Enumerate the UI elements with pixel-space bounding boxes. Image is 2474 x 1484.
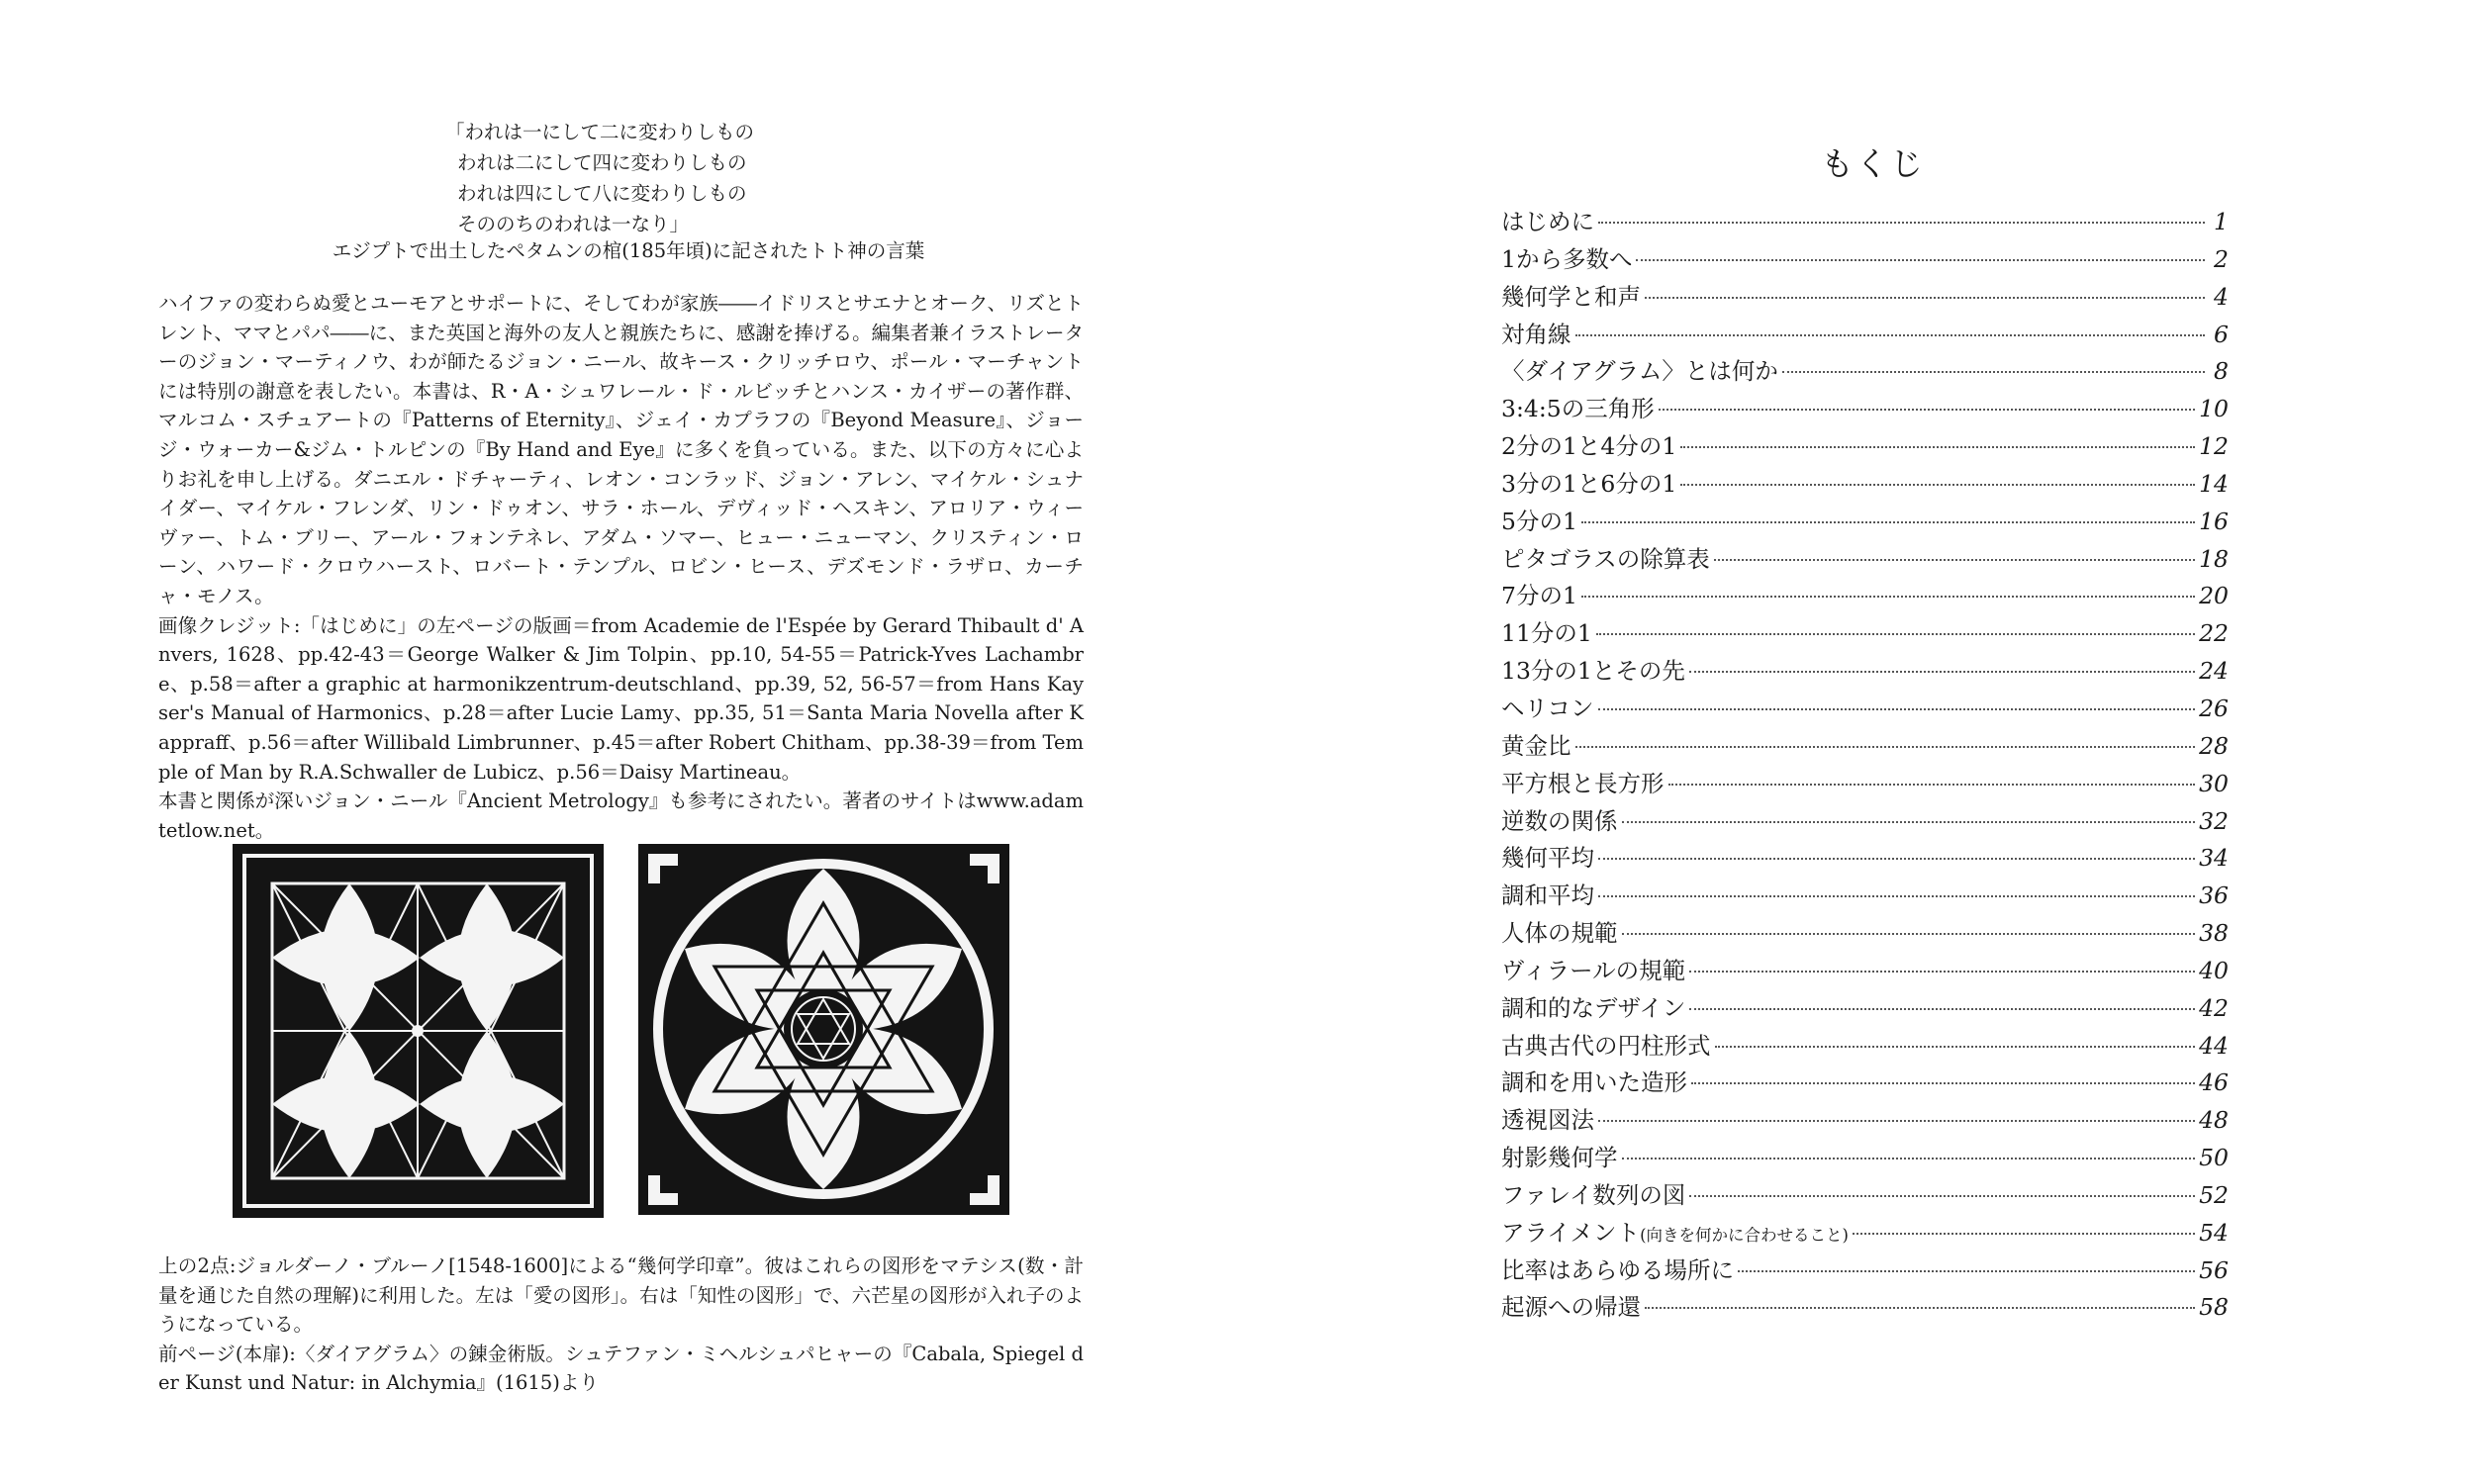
- toc-dot-leader: [1622, 933, 2196, 935]
- epigraph-line: われは二にして四に変わりしもの: [457, 151, 747, 174]
- toc-dot-leader: [1598, 1120, 2195, 1122]
- toc-entry-label: はじめに: [1501, 208, 1594, 235]
- figure-caption: [158, 1252, 1084, 1398]
- toc-entry-page-number: 1: [2214, 208, 2229, 235]
- toc-entry[interactable]: [1501, 1027, 2229, 1065]
- toc-entry-label: 射影幾何学: [1501, 1144, 1618, 1172]
- toc-dot-leader: [1714, 559, 2195, 561]
- toc-entry-label: ヴィラールの規範: [1501, 956, 1686, 984]
- toc-dot-leader: [1598, 708, 2196, 710]
- toc-entry[interactable]: [1501, 352, 2229, 390]
- toc-entry-page-number: 6: [2214, 320, 2229, 348]
- toc-entry-label: 13分の1とその先: [1501, 657, 1685, 686]
- toc-entry[interactable]: [1501, 203, 2229, 240]
- toc-entry[interactable]: [1501, 465, 2229, 503]
- toc-entry-label: 5分の1: [1501, 507, 1577, 535]
- toc-entry[interactable]: [1501, 577, 2229, 614]
- toc-dot-leader: [1853, 1233, 2195, 1235]
- toc-entry-page-number: 22: [2199, 619, 2229, 648]
- toc-entry[interactable]: [1501, 427, 2229, 465]
- toc-dot-leader: [1689, 971, 2195, 973]
- toc-entry-page-number: 38: [2199, 919, 2229, 948]
- toc-entry-label: 幾何学と和声: [1501, 282, 1641, 311]
- toc-entry-page-number: 52: [2199, 1180, 2229, 1209]
- toc-dot-leader: [1581, 596, 2195, 598]
- toc-entry-label: 古典古代の円柱形式: [1501, 1031, 1711, 1060]
- toc-dot-leader: [1645, 297, 2205, 299]
- toc-entry-label: 比率はあらゆる場所に: [1501, 1255, 1734, 1284]
- toc-dot-leader: [1738, 1270, 2195, 1272]
- toc-entry[interactable]: [1501, 540, 2229, 578]
- toc-entry-label: 3分の1と6分の1: [1501, 469, 1677, 498]
- toc-entry[interactable]: [1501, 316, 2229, 353]
- toc-entry-page-number: 48: [2199, 1106, 2229, 1135]
- figure-of-intellect: [638, 844, 1009, 1215]
- toc-entry-page-number: 44: [2199, 1031, 2229, 1060]
- epigraph-line: そののちのわれは一なり」: [457, 213, 690, 235]
- toc-entry-page-number: 30: [2199, 769, 2229, 797]
- toc-entry[interactable]: [1501, 278, 2229, 316]
- toc-entry-label: 1から多数へ: [1501, 244, 1633, 273]
- epigraph-line: 「われは一にして二に変わりしもの: [445, 121, 755, 143]
- figure-of-intellect-image: [638, 844, 1009, 1215]
- epigraph-source: エジプトで出土したペタムンの棺(185年頃)に記されたトト神の言葉: [332, 239, 925, 262]
- toc-dot-leader: [1575, 746, 2196, 748]
- toc-entry-page-number: 10: [2199, 395, 2229, 423]
- toc-entry[interactable]: [1501, 914, 2229, 952]
- toc-entry-label: ファレイ数列の図: [1501, 1180, 1686, 1209]
- toc-entry-label: 調和平均: [1501, 881, 1594, 910]
- toc-entry[interactable]: [1501, 1252, 2229, 1289]
- toc-dot-leader: [1680, 446, 2195, 448]
- toc-entry-page-number: 36: [2199, 881, 2229, 910]
- toc-dot-leader: [1680, 484, 2195, 486]
- toc-entry-page-number: 46: [2199, 1068, 2229, 1097]
- epigraph-line: われは四にして八に変わりしもの: [457, 182, 747, 205]
- toc-entry-page-number: 20: [2199, 582, 2229, 610]
- toc-title: もくじ: [1821, 144, 1925, 183]
- toc-entry-page-number: 40: [2199, 956, 2229, 984]
- toc-dot-leader: [1689, 1195, 2195, 1197]
- toc-entry-label: 起源への帰還: [1501, 1293, 1641, 1322]
- epigraph: [445, 117, 1039, 239]
- toc-entry-page-number: 34: [2199, 844, 2229, 873]
- toc-entry-page-number: 16: [2199, 507, 2229, 535]
- toc-dot-leader: [1622, 1158, 2196, 1159]
- toc-entry[interactable]: [1501, 839, 2229, 877]
- toc-dot-leader: [1668, 784, 2196, 786]
- toc-dot-leader: [1575, 334, 2206, 336]
- toc-dot-leader: [1689, 1008, 2195, 1010]
- toc-entry[interactable]: [1501, 503, 2229, 540]
- toc-entry[interactable]: [1501, 1176, 2229, 1214]
- toc-dot-leader: [1598, 222, 2205, 224]
- toc-dot-leader: [1581, 521, 2195, 523]
- toc-entry-page-number: 14: [2199, 469, 2229, 498]
- toc-entry-page-number: 50: [2199, 1144, 2229, 1172]
- toc-dot-leader: [1782, 371, 2205, 373]
- toc-entry-page-number: 26: [2199, 694, 2229, 722]
- toc-entry-note: (向きを何かに合わせること): [1640, 1225, 1849, 1245]
- toc-entry-label: 逆数の関係: [1501, 806, 1618, 835]
- toc-dot-leader: [1659, 409, 2195, 411]
- toc-entry-label: 調和を用いた造形: [1501, 1068, 1687, 1097]
- toc-entry-label: 対角線: [1501, 320, 1571, 348]
- toc-entry[interactable]: [1501, 802, 2229, 840]
- toc-entry-label: ピタゴラスの除算表: [1501, 544, 1710, 573]
- toc-dot-leader: [1691, 1082, 2195, 1084]
- toc-entry[interactable]: [1501, 765, 2229, 802]
- toc-entry[interactable]: [1501, 989, 2229, 1027]
- figure-of-love-image: [233, 844, 604, 1218]
- toc-entry[interactable]: [1501, 1288, 2229, 1326]
- toc-entry-label: 2分の1と4分の1: [1501, 432, 1677, 461]
- frontispiece-caption-paragraph: 前ページ(本扉):〈ダイアグラム〉の錬金術版。シュテファン・ミヘルシュパヒャーの『Cabala, Spiegel der Kunst und Natur: in Alchymia』(1615)より: [158, 1342, 1084, 1395]
- toc-entry[interactable]: [1501, 240, 2229, 278]
- toc-entry-label: 〈ダイアグラム〉とは何か: [1501, 357, 1778, 386]
- image-credits-paragraph: 画像クレジット:「はじめに」の左ページの版画＝from Academie de l'Espée by Gerard Thibault d' Anvers, 1628、pp.42-43＝George Walker & Jim Tolpin、pp.10, 54-55＝Patrick-Yves Lachambre、p.58＝after a graphic at harmonikzentrum-deutschland、pp.39, 52, 56-57＝from Hans Kayser's Manual of Harmonics、p.28＝after Lucie Lamy、pp.35, 51＝Santa Maria Novella after Kappraff、p.56＝after Willibald Limbrunner、p.45＝after Robert Chitham、pp.38-39＝from Temple of Man by R.A.Schwaller de Lubicz、p.56＝Daisy Martineau。: [158, 613, 1084, 784]
- toc-entry[interactable]: [1501, 877, 2229, 914]
- toc-entry-page-number: 12: [2199, 432, 2229, 461]
- toc-entry-page-number: 42: [2199, 993, 2229, 1022]
- toc-entry-label: 調和的なデザイン: [1501, 993, 1686, 1022]
- toc-entry[interactable]: [1501, 390, 2229, 427]
- toc-entry-label: 7分の1: [1501, 582, 1577, 610]
- caption-paragraph: 上の2点:ジョルダーノ・ブルーノ[1548-1600]による“幾何学印章”。彼はこれらの図形をマテシス(数・計量を通じた自然の理解)に利用した。左は「愛の図形」。右は「知性の図形」で、六芒星の図形が入れ子のようになっている。: [158, 1254, 1084, 1337]
- toc-entry-label: アライメント: [1501, 1218, 1641, 1247]
- toc-entry-page-number: 18: [2199, 544, 2229, 573]
- toc-entry-page-number: 8: [2214, 357, 2229, 386]
- toc-entry-label: 透視図法: [1501, 1106, 1594, 1135]
- toc-entry-page-number: 32: [2199, 806, 2229, 835]
- toc-entry[interactable]: [1501, 614, 2229, 652]
- toc-entry-label: 黄金比: [1501, 731, 1571, 760]
- toc-dot-leader: [1622, 821, 2196, 823]
- toc-entry-page-number: 2: [2214, 244, 2229, 273]
- toc-entry[interactable]: [1501, 727, 2229, 765]
- toc-entry-label: 幾何平均: [1501, 844, 1594, 873]
- toc-entry[interactable]: [1501, 1101, 2229, 1139]
- table-of-contents: [1501, 203, 2229, 1326]
- toc-entry[interactable]: [1501, 652, 2229, 690]
- toc-entry-page-number: 54: [2199, 1218, 2229, 1247]
- toc-entry-page-number: 28: [2199, 731, 2229, 760]
- toc-dot-leader: [1636, 259, 2205, 261]
- toc-dot-leader: [1598, 895, 2195, 897]
- toc-entry[interactable]: [1501, 1064, 2229, 1101]
- toc-dot-leader: [1715, 1046, 2196, 1048]
- toc-entry-label: 人体の規範: [1501, 919, 1618, 948]
- toc-entry-page-number: 58: [2199, 1293, 2229, 1322]
- figure-of-love: [233, 844, 604, 1218]
- toc-entry[interactable]: [1501, 690, 2229, 727]
- acknowledgements-paragraph: ハイファの変わらぬ愛とユーモアとサポートに、そしてわが家族――イドリスとサエナとオーク、リズとトレント、ママとパパ――に、また英国と海外の友人と親族たちに、感謝を捧げる。編集者兼イラストレーターのジョン・マーティノウ、わが師たるジョン・ニール、故キース・クリッチロウ、ポール・マーチャントには特別の謝意を表したい。本書は、R・A・シュワレール・ド・ルビッチとハンス・カイザーの著作群、マルコム・スチュアートの『Patterns of Eternity』、ジェイ・カプラフの『Beyond Measure』、ジョージ・ウォーカー&ジム・トルピンの『By Hand and Eye』に多くを負っている。また、以下の方々に心よりお礼を申し上げる。ダニエル・ドチャーティ、レオン・コンラッド、ジョン・アレン、マイケル・シュナイダー、マイケル・フレンダ、リン・ドゥオン、サラ・ホール、デヴィッド・ヘスキン、アロリア・ウィーヴァー、トム・ブリー、アール・フォンテネレ、アダム・ソマー、ヒュー・ニューマン、クリスティン・ローン、ハワード・クロウハースト、ロバート・テンプル、ロビン・ヒース、デズモンド・ラザロ、カーチャ・モノス。: [158, 292, 1084, 607]
- toc-entry-page-number: 4: [2214, 282, 2229, 311]
- toc-dot-leader: [1598, 858, 2195, 860]
- toc-entry[interactable]: [1501, 1214, 2229, 1252]
- toc-dot-leader: [1596, 633, 2195, 635]
- toc-entry[interactable]: [1501, 952, 2229, 989]
- toc-entry-label: ヘリコン: [1501, 694, 1594, 722]
- toc-dot-leader: [1645, 1307, 2195, 1309]
- toc-entry[interactable]: [1501, 1139, 2229, 1176]
- toc-entry-label: 平方根と長方形: [1501, 769, 1665, 797]
- reference-paragraph: 本書と関係が深いジョン・ニール『Ancient Metrology』も参考にされたい。著者のサイトはwww.adamtetlow.net。: [158, 789, 1084, 842]
- toc-entry-page-number: 56: [2199, 1255, 2229, 1284]
- toc-entry-page-number: 24: [2199, 657, 2229, 686]
- toc-entry-label: 11分の1: [1501, 619, 1592, 648]
- toc-entry-label: 3:4:5の三角形: [1501, 395, 1655, 423]
- acknowledgements: [158, 289, 1084, 845]
- toc-dot-leader: [1689, 671, 2195, 673]
